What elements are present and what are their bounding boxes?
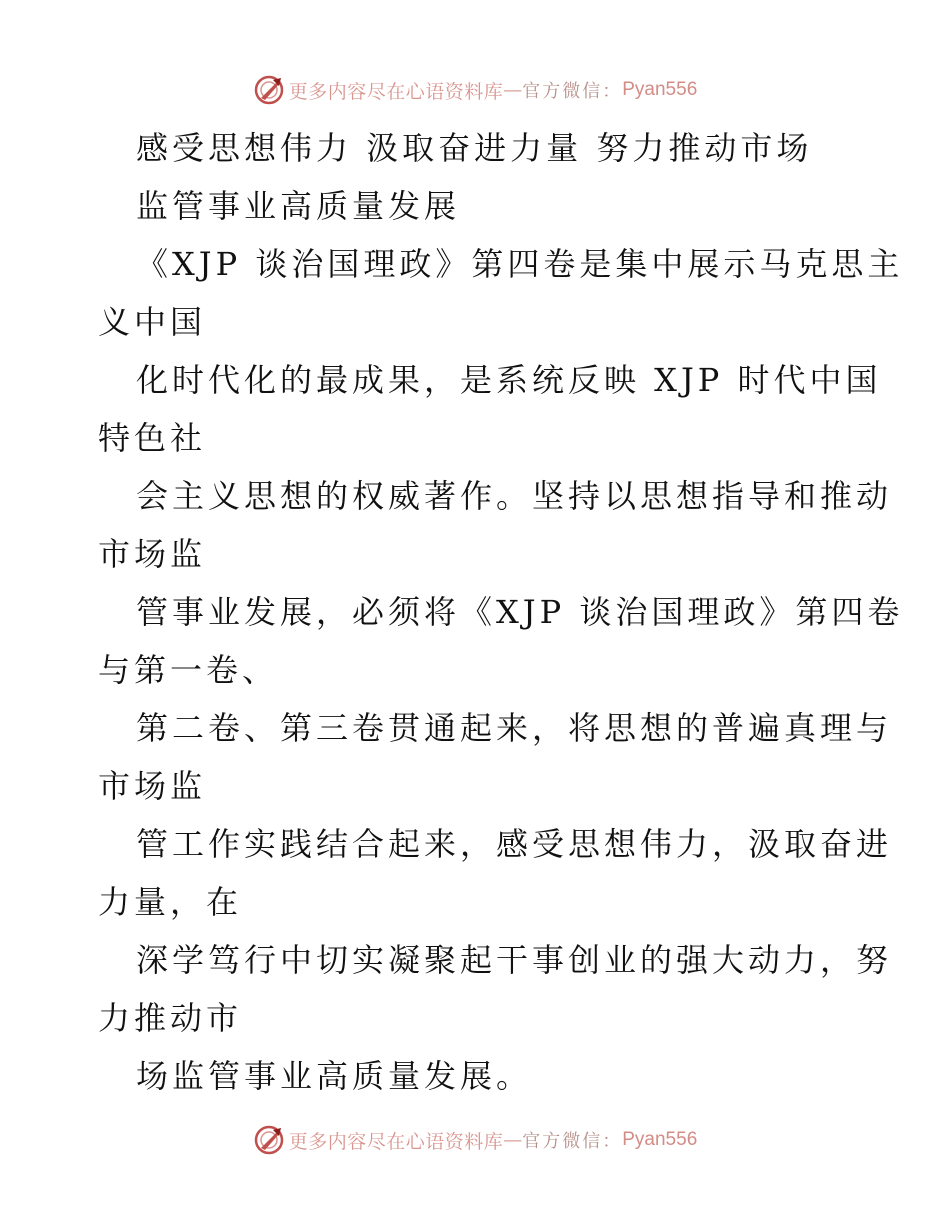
doc-paragraph-line: 市场监: [98, 535, 207, 573]
watermark-wechat-id: Pyan556: [622, 1129, 698, 1150]
footer-watermark: [0, 1120, 950, 1160]
doc-title-line-2: 监管事业高质量发展: [136, 187, 461, 225]
doc-paragraph-line: 义中国: [98, 303, 207, 341]
doc-paragraph-line: 力量，在: [98, 883, 243, 921]
doc-paragraph-line: 特色社: [98, 419, 207, 457]
watermark-dash: —: [503, 1129, 523, 1151]
header-watermark: [0, 70, 950, 110]
doc-paragraph-line: 化时代化的最成果，是系统反映 XJP 时代中国: [136, 361, 882, 399]
doc-paragraph-line: 《XJP 谈治国理政》第四卷是集中展示马克思主: [136, 245, 904, 283]
watermark-wechat-id: Pyan556: [622, 79, 698, 100]
doc-title-line-1: 感受思想伟力 汲取奋进力量 努力推动市场: [136, 129, 813, 167]
watermark-dash: —: [503, 79, 523, 101]
doc-paragraph-line: 市场监: [98, 767, 207, 805]
doc-paragraph-line: 管事业发展，必须将《XJP 谈治国理政》第四卷: [136, 593, 904, 631]
doc-paragraph-line: 与第一卷、: [98, 651, 279, 689]
watermark-official-label: 官方微信：: [522, 1131, 623, 1152]
feather-pen-logo-icon: [253, 74, 285, 106]
feather-pen-logo-icon: [253, 1124, 285, 1156]
watermark-official-label: 官方微信：: [522, 81, 623, 102]
doc-paragraph-line: 场监管事业高质量发展。: [136, 1057, 533, 1095]
watermark-site-text: 更多内容尽在心语资料库: [288, 1130, 504, 1153]
doc-paragraph-line: 力推动市: [98, 999, 243, 1037]
doc-paragraph-line: 深学笃行中切实凝聚起干事创业的强大动力，努: [136, 941, 893, 979]
doc-paragraph-line: 会主义思想的权威著作。坚持以思想指导和推动: [136, 477, 893, 515]
watermark-site-text: 更多内容尽在心语资料库: [288, 80, 504, 103]
doc-paragraph-line: 第二卷、第三卷贯通起来，将思想的普遍真理与: [136, 709, 893, 747]
doc-paragraph-line: 管工作实践结合起来，感受思想伟力，汲取奋进: [136, 825, 893, 863]
